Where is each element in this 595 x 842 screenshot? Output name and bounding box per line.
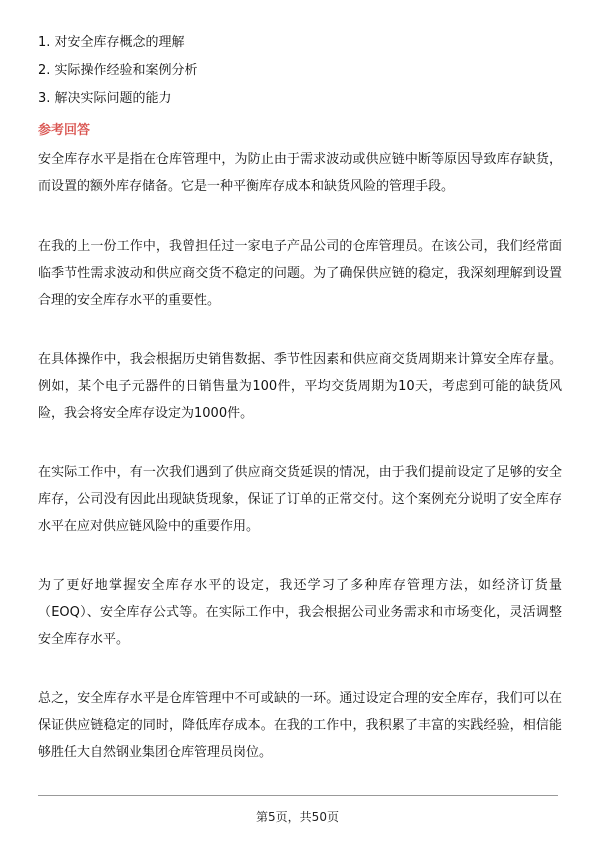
answer-paragraph: 在具体操作中，我会根据历史销售数据、季节性因素和供应商交货周期来计算安全库存量。例如，某个电子元器件的日销售量为100件，平均交货周期为10天，考虑到可能的缺货风险，我会将安全库存设定为1000件。 [38, 352, 562, 421]
answer-paragraph: 在我的上一份工作中，我曾担任过一家电子产品公司的仓库管理员。在该公司，我们经常面临季节性需求波动和供应商交货不稳定的问题。为了确保供应链的稳定，我深刻理解到设置合理的安全库存水平的重要性。 [38, 239, 562, 308]
answer-paragraph: 在实际工作中，有一次我们遇到了供应商交货延误的情况，由于我们提前设定了足够的安全库存，公司没有因此出现缺货现象，保证了订单的正常交付。这个案例充分说明了安全库存水平在应对供应链风险中的重要作用。 [38, 465, 562, 534]
page-number: 第5页，共50页 [256, 810, 339, 824]
list-item: 1. 对安全库存概念的理解 [38, 35, 185, 50]
answer-paragraph: 总之，安全库存水平是仓库管理中不可或缺的一环。通过设定合理的安全库存，我们可以在保证供应链稳定的同时，降低库存成本。在我的工作中，我积累了丰富的实践经验，相信能够胜任大自然钢业集团仓库管理员岗位。 [38, 691, 562, 760]
answer-heading: 参考回答 [38, 123, 91, 138]
evaluation-points-list [38, 29, 558, 113]
footer-divider [38, 795, 558, 796]
answer-paragraph: 安全库存水平是指在仓库管理中，为防止由于需求波动或供应链中断等原因导致库存缺货，而设置的额外库存储备。它是一种平衡库存成本和缺货风险的管理手段。 [38, 152, 562, 194]
list-item: 2. 实际操作经验和案例分析 [38, 63, 198, 78]
list-item: 3. 解决实际问题的能力 [38, 91, 172, 106]
answer-paragraph: 为了更好地掌握安全库存水平的设定，我还学习了多种库存管理方法，如经济订货量（EOQ）、安全库存公式等。在实际工作中，我会根据公司业务需求和市场变化，灵活调整安全库存水平。 [38, 578, 562, 647]
